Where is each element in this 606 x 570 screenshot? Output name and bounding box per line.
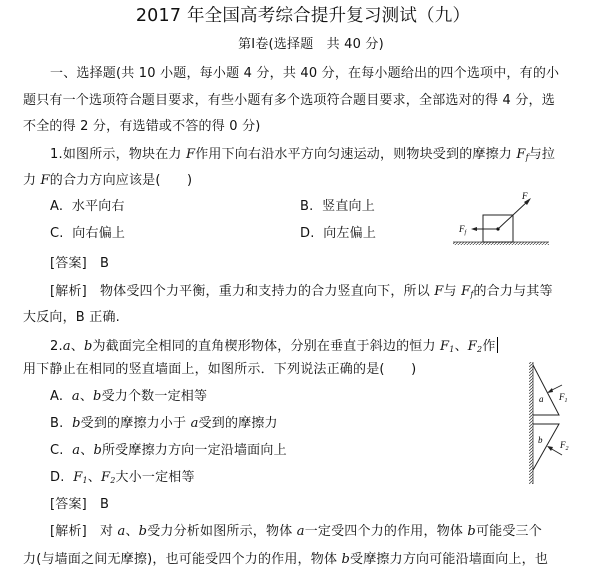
q2-analysis-line-2: 力(与墙面之间无摩擦)，也可能受四个力的作用，物体 b受摩擦力方向可能沿墙面向上，也 xyxy=(23,552,549,567)
svg-text:Ff: $F_f$ xyxy=(459,224,467,236)
q2-figure-wedges-on-wall xyxy=(520,358,590,488)
q2-stem-line-1: 2.a、b为截面完全相同的直角楔形物体，分别在垂直于斜边的恒力 $F_1$、$F_2$作 xyxy=(50,339,496,354)
q2-stem-line-2: 用下静止在相同的竖直墙面上，如图所示．下列说法正确的是( ) xyxy=(23,362,417,377)
answer-label: [答案] xyxy=(50,497,87,512)
option-label: A. xyxy=(50,199,64,214)
option-label: A. xyxy=(50,389,64,404)
wall-hatch xyxy=(529,362,533,484)
document-title: 2017 年全国高考综合提升复习测试（九） xyxy=(135,6,471,26)
q2-number: 2. xyxy=(50,339,63,354)
q1-analysis-line-1: [解析] 物体受四个力平衡，重力和支持力的合力竖直向下，所以 F与 $F_f$的合力与其等 xyxy=(50,284,553,299)
q2-analysis-line-1: [解析] 对 a、b受力分析如图所示，物体 a一定受四个力的作用，物体 b可能受三个 xyxy=(50,524,542,539)
option-label: B. xyxy=(50,416,64,431)
q1-option-b: B. 竖直向上 xyxy=(300,199,375,214)
answer-label: [答案] xyxy=(50,256,87,271)
option-label: B. xyxy=(300,199,314,214)
q1-option-c: C. 向右偏上 xyxy=(50,226,126,241)
section-heading: 第Ⅰ卷(选择题 共 40 分) xyxy=(238,37,384,52)
option-label: C. xyxy=(50,226,64,241)
q2-option-c: C. a、b所受摩擦力方向一定沿墙面向上 xyxy=(50,443,287,458)
svg-text:F1: $F_1$ xyxy=(559,392,568,404)
svg-text:F2: $F_2$ xyxy=(560,440,569,452)
q2-option-b: B. b受到的摩擦力小于 a受到的摩擦力 xyxy=(50,416,278,431)
option-label: C. xyxy=(50,443,64,458)
answer-value: B xyxy=(99,256,110,271)
option-label: D. xyxy=(50,470,65,485)
instructions-line-2: 题只有一个选项符合题目要求，有些小题有多个选项符合题目要求，全部选对的得 4 分，选 xyxy=(23,93,555,108)
var-Ff: $F_f$ xyxy=(516,147,529,162)
q1-option-d: D. 向左偏上 xyxy=(300,226,377,241)
var-F: F xyxy=(40,173,50,188)
q1-option-a: A. 水平向右 xyxy=(50,199,125,214)
svg-text:a: a xyxy=(539,394,544,404)
q2-option-d: D. $F_1$、$F_2$大小一定相等 xyxy=(50,470,195,485)
svg-text:b: b xyxy=(538,435,543,445)
q2-option-a: A. a、b受力个数一定相等 xyxy=(50,389,208,404)
option-label: D. xyxy=(300,226,315,241)
svg-text:F: F xyxy=(522,191,528,201)
wedge-a xyxy=(533,365,559,415)
q1-answer xyxy=(50,255,109,273)
q1-figure-block-diagram xyxy=(450,190,560,250)
var-F: F xyxy=(185,147,196,162)
q1-number: 1. xyxy=(50,147,63,162)
q2-answer xyxy=(50,496,109,514)
q1-analysis-line-2: 大反向，B 正确. xyxy=(23,310,120,325)
analysis-label: [解析] xyxy=(50,284,87,299)
q1-stem-line-1: 1.如图所示，物块在力 F作用下向右沿水平方向匀速运动，则物块受到的摩擦力 $F_f$与拉 xyxy=(50,147,556,162)
instructions-line-1: 一、选择题(共 10 小题，每小题 4 分，共 40 分，在每小题给出的四个选项中，有的小 xyxy=(50,66,560,81)
analysis-label: [解析] xyxy=(50,524,87,539)
instructions-line-3: 不全的得 2 分，有选错或不答的得 0 分) xyxy=(23,119,261,134)
wedge-b xyxy=(533,424,559,470)
answer-value: B xyxy=(99,497,110,512)
text-cursor xyxy=(497,337,498,353)
q1-stem-line-2: 力 F的合力方向应该是( ) xyxy=(23,173,193,188)
